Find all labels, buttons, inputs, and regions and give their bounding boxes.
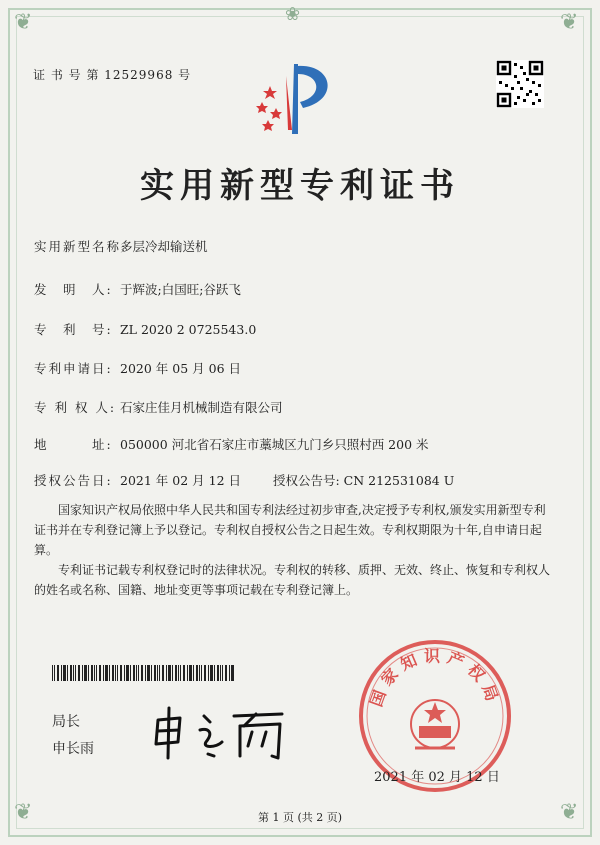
field-value: CN 212531084 U	[343, 473, 455, 488]
field-inventors	[34, 280, 241, 298]
certificate-number: 证 书 号 第 12529968 号	[33, 68, 192, 82]
barcode-icon	[52, 665, 237, 681]
field-label: 授权公告号:	[272, 473, 340, 488]
field-label: 地 址:	[34, 437, 113, 452]
grant-paragraph: 国家知识产权局依照中华人民共和国专利法经过初步审查,决定授予专利权,颁发实用新型专利证书并在专利登记簿上予以登记。专利权自授权公告之日起生效。专利权期限为十年,自申请日起算。	[34, 503, 546, 557]
field-name	[34, 237, 208, 255]
director-name: 申长雨	[52, 741, 94, 757]
corner-ornament-icon: ❦	[14, 800, 33, 825]
field-label: 专利申请日:	[34, 361, 113, 376]
director-signature-icon	[148, 702, 298, 762]
field-grant-date	[34, 471, 454, 489]
field-value: 050000 河北省石家庄市藁城区九门乡只照村西 200 米	[120, 437, 429, 452]
svg-text:国家知识产权局: 国家知识产权局	[366, 646, 504, 710]
cnipa-logo-icon	[248, 58, 343, 138]
qr-code-icon	[496, 60, 544, 108]
field-value: 2020 年 05 月 06 日	[120, 361, 241, 376]
top-ornament-icon: ❀	[285, 4, 301, 25]
field-label: 实用新型名称:	[34, 239, 128, 254]
field-value: 石家庄佳月机械制造有限公司	[120, 400, 283, 415]
field-address	[34, 435, 429, 453]
field-value: 于辉波;白国旺;谷跃飞	[120, 282, 241, 297]
field-value: 2021 年 02 月 12 日	[120, 473, 241, 488]
seal-date: 2021 年 02 月 12 日	[374, 770, 500, 785]
corner-ornament-icon: ❦	[14, 10, 33, 35]
corner-ornament-icon: ❦	[560, 800, 579, 825]
field-value: ZL 2020 2 0725543.0	[120, 322, 257, 337]
field-patentee	[34, 398, 283, 416]
certificate-title: 实用新型专利证书	[140, 166, 460, 206]
page-number: 第 1 页 (共 2 页)	[257, 811, 343, 824]
field-label: 发 明 人:	[34, 282, 113, 297]
field-label: 专 利 号:	[34, 322, 113, 337]
field-filing-date	[34, 359, 241, 377]
field-patent-number	[34, 320, 256, 338]
corner-ornament-icon: ❦	[560, 10, 579, 35]
field-value: 多层冷却输送机	[120, 239, 208, 254]
field-label: 授权公告日:	[34, 473, 113, 488]
legal-paragraph: 专利证书记载专利权登记时的法律状况。专利权的转移、质押、无效、终止、恢复和专利权人的姓名或名称、国籍、地址变更等事项记载在专利登记簿上。	[34, 563, 551, 597]
director-title: 局长	[52, 714, 80, 730]
field-label: 专 利 权 人:	[34, 400, 117, 415]
